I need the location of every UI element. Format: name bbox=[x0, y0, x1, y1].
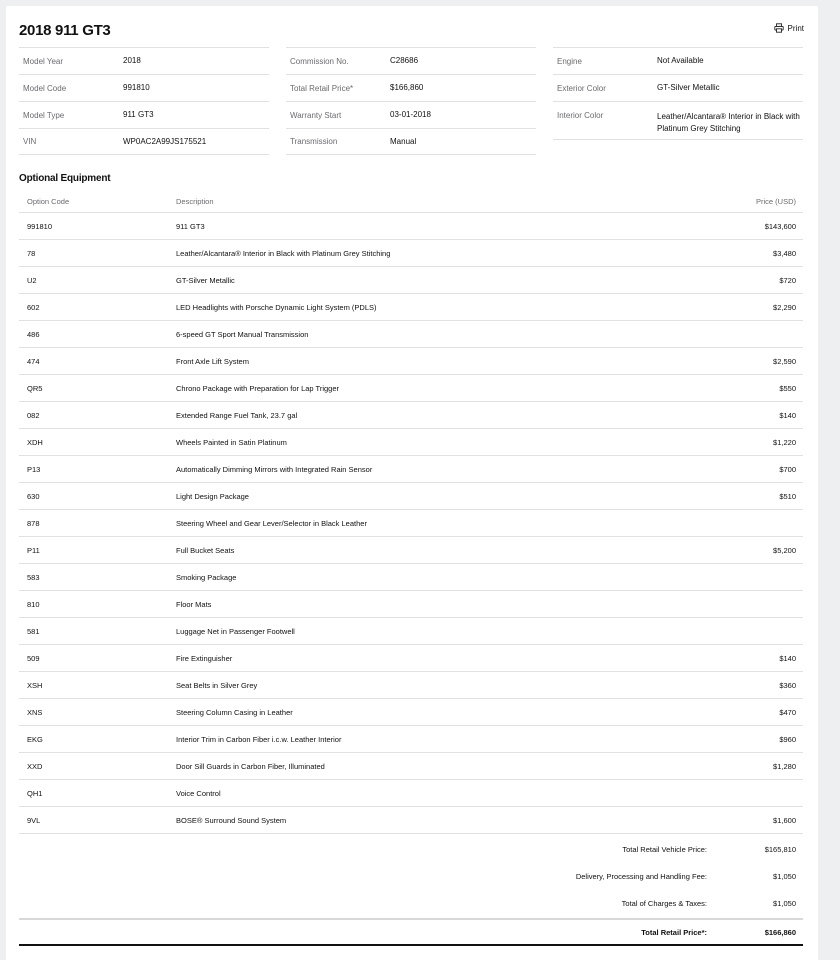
description-cell: Leather/Alcantara® Interior in Black with Platinum Grey Stitching bbox=[176, 248, 391, 258]
description-cell: Voice Control bbox=[176, 788, 221, 798]
spec-row-vin bbox=[19, 128, 269, 155]
option-code-cell: P11 bbox=[27, 545, 40, 555]
table-row bbox=[19, 537, 803, 564]
price-cell: $720 bbox=[779, 275, 796, 285]
table-row bbox=[19, 726, 803, 753]
spec-value: 911 GT3 bbox=[123, 110, 154, 119]
spec-value: $166,860 bbox=[390, 83, 424, 92]
grand-total-value: $166,860 bbox=[764, 927, 796, 937]
header-option-code: Option Code bbox=[27, 196, 70, 206]
description-cell: 6-speed GT Sport Manual Transmission bbox=[176, 329, 309, 339]
spec-label: Model Year bbox=[23, 56, 64, 66]
description-cell: Door Sill Guards in Carbon Fiber, Illuminated bbox=[176, 761, 325, 771]
total-label: Total of Charges & Taxes: bbox=[621, 899, 707, 908]
price-cell: $140 bbox=[779, 653, 796, 663]
total-value: $1,050 bbox=[773, 872, 796, 881]
spec-row-model-type bbox=[19, 101, 269, 128]
equipment-rows bbox=[19, 213, 803, 834]
table-row bbox=[19, 267, 803, 294]
total-row-delivery-fee bbox=[19, 863, 803, 890]
description-cell: Light Design Package bbox=[176, 491, 249, 501]
spec-label: Transmission bbox=[290, 137, 338, 146]
spec-label: VIN bbox=[23, 137, 37, 146]
table-row bbox=[19, 402, 803, 429]
header-description: Description bbox=[176, 196, 214, 206]
table-row bbox=[19, 510, 803, 537]
description-cell: Automatically Dimming Mirrors with Integrated Rain Sensor bbox=[176, 464, 373, 474]
price-cell: $550 bbox=[779, 383, 796, 393]
description-cell: LED Headlights with Porsche Dynamic Light System (PDLS) bbox=[176, 302, 377, 312]
spec-row-transmission bbox=[286, 128, 536, 155]
spec-value: WP0AC2A99JS175521 bbox=[123, 136, 207, 146]
table-row bbox=[19, 483, 803, 510]
option-code-cell: 630 bbox=[27, 491, 40, 501]
option-code-cell: 509 bbox=[27, 653, 40, 663]
spec-row-interior-color bbox=[553, 101, 803, 140]
description-cell: Steering Column Casing in Leather bbox=[176, 707, 293, 717]
description-cell: Luggage Net in Passenger Footwell bbox=[176, 626, 295, 636]
table-row bbox=[19, 672, 803, 699]
table-row bbox=[19, 240, 803, 267]
spec-value: 2018 bbox=[123, 56, 141, 65]
option-code-cell: XXD bbox=[27, 761, 43, 771]
description-cell: Fire Extinguisher bbox=[176, 653, 233, 663]
option-code-cell: 082 bbox=[27, 410, 40, 420]
description-cell: Extended Range Fuel Tank, 23.7 gal bbox=[176, 410, 298, 420]
description-cell: Floor Mats bbox=[176, 599, 212, 609]
table-row bbox=[19, 429, 803, 456]
table-row bbox=[19, 780, 803, 807]
option-code-cell: 474 bbox=[27, 356, 40, 366]
total-label: Total Retail Vehicle Price: bbox=[622, 845, 707, 854]
option-code-cell: 486 bbox=[27, 329, 40, 339]
option-code-cell: U2 bbox=[27, 275, 37, 285]
option-code-cell: 991810 bbox=[27, 221, 53, 231]
description-cell: GT-Silver Metallic bbox=[176, 275, 235, 285]
spec-value: Leather/Alcantara® Interior in Black with Platinum Grey Stitching bbox=[657, 112, 800, 133]
price-cell: $700 bbox=[779, 464, 796, 474]
total-value: $1,050 bbox=[773, 899, 796, 908]
spec-label: Engine bbox=[557, 56, 582, 66]
spec-label: Interior Color bbox=[557, 111, 604, 120]
table-row bbox=[19, 753, 803, 780]
price-cell: $5,200 bbox=[773, 545, 796, 555]
optional-equipment-title: Optional Equipment bbox=[19, 173, 111, 184]
price-cell: $2,590 bbox=[773, 356, 796, 366]
price-cell: $143,600 bbox=[764, 221, 796, 231]
description-cell: 911 GT3 bbox=[176, 221, 205, 231]
option-code-cell: QR5 bbox=[27, 383, 43, 393]
grand-total-row bbox=[19, 920, 803, 946]
price-cell: $960 bbox=[779, 734, 796, 744]
table-row bbox=[19, 591, 803, 618]
option-code-cell: EKG bbox=[27, 734, 43, 744]
option-code-cell: XDH bbox=[27, 437, 43, 447]
spec-label: Exterior Color bbox=[557, 83, 606, 93]
total-value: $165,810 bbox=[764, 845, 796, 854]
option-code-cell: 78 bbox=[27, 248, 36, 258]
description-cell: Full Bucket Seats bbox=[176, 545, 235, 555]
spec-value: C28686 bbox=[390, 56, 419, 65]
table-row bbox=[19, 645, 803, 672]
table-row bbox=[19, 564, 803, 591]
option-code-cell: 878 bbox=[27, 518, 40, 528]
table-row bbox=[19, 375, 803, 402]
spec-row-engine bbox=[553, 47, 803, 74]
header-price: Price (USD) bbox=[755, 196, 796, 206]
description-cell: Steering Wheel and Gear Lever/Selector in Black Leather bbox=[176, 518, 367, 528]
spec-value: GT-Silver Metallic bbox=[657, 83, 720, 92]
specs-column-1 bbox=[19, 47, 269, 155]
spec-row-model-year bbox=[19, 47, 269, 74]
spec-row-total-retail-price bbox=[286, 74, 536, 101]
spec-label: Total Retail Price* bbox=[290, 83, 354, 93]
table-row bbox=[19, 807, 803, 834]
price-cell: $1,600 bbox=[773, 815, 796, 825]
printer-icon bbox=[774, 23, 784, 33]
table-row bbox=[19, 294, 803, 321]
description-cell: Front Axle Lift System bbox=[176, 356, 249, 366]
description-cell: Chrono Package with Preparation for Lap Trigger bbox=[176, 383, 340, 393]
spec-value: 991810 bbox=[123, 83, 150, 92]
print-label: Print bbox=[787, 23, 804, 33]
table-row bbox=[19, 321, 803, 348]
total-row-charges-taxes bbox=[19, 890, 803, 917]
table-row bbox=[19, 456, 803, 483]
specs-column-2 bbox=[286, 47, 536, 155]
spec-row-exterior-color bbox=[553, 74, 803, 101]
price-cell: $360 bbox=[779, 680, 796, 690]
price-cell: $3,480 bbox=[773, 248, 796, 258]
print-button[interactable] bbox=[774, 23, 804, 33]
grand-total-label: Total Retail Price*: bbox=[641, 927, 707, 937]
spec-label: Model Code bbox=[23, 83, 67, 93]
option-code-cell: P13 bbox=[27, 464, 41, 474]
option-code-cell: 810 bbox=[27, 599, 40, 609]
spec-value: Manual bbox=[390, 136, 417, 146]
equipment-table bbox=[19, 190, 803, 834]
price-cell: $140 bbox=[779, 410, 796, 420]
table-row bbox=[19, 699, 803, 726]
description-cell: Interior Trim in Carbon Fiber i.c.w. Leather Interior bbox=[176, 734, 342, 744]
spec-label: Commission No. bbox=[290, 56, 349, 66]
description-cell: Smoking Package bbox=[176, 572, 237, 582]
spec-row-warranty-start bbox=[286, 101, 536, 128]
spec-value: Not Available bbox=[657, 56, 704, 65]
spec-label: Warranty Start bbox=[290, 110, 342, 120]
table-row bbox=[19, 348, 803, 375]
price-cell: $1,280 bbox=[773, 761, 796, 771]
option-code-cell: XNS bbox=[27, 707, 43, 717]
total-label: Delivery, Processing and Handling Fee: bbox=[575, 872, 707, 881]
table-row bbox=[19, 213, 803, 240]
option-code-cell: 9VL bbox=[27, 815, 41, 825]
description-cell: Wheels Painted in Satin Platinum bbox=[176, 437, 287, 447]
spec-label: Model Type bbox=[23, 110, 65, 120]
price-cell: $2,290 bbox=[773, 302, 796, 312]
price-cell: $470 bbox=[779, 707, 796, 717]
option-code-cell: 602 bbox=[27, 302, 40, 312]
price-cell: $1,220 bbox=[773, 437, 796, 447]
page-title: 2018 911 GT3 bbox=[19, 22, 111, 39]
spec-row-commission-no bbox=[286, 47, 536, 74]
option-code-cell: 583 bbox=[27, 572, 40, 582]
specs-column-3 bbox=[553, 47, 803, 140]
spec-value: 03-01-2018 bbox=[390, 110, 431, 119]
price-cell: $510 bbox=[779, 491, 796, 501]
total-row-vehicle-price bbox=[19, 836, 803, 863]
description-cell: BOSE® Surround Sound System bbox=[176, 815, 287, 825]
option-code-cell: XSH bbox=[27, 680, 43, 690]
description-cell: Seat Belts in Silver Grey bbox=[176, 680, 258, 690]
totals-section bbox=[19, 836, 803, 946]
option-code-cell: 581 bbox=[27, 626, 40, 636]
spec-row-model-code bbox=[19, 74, 269, 101]
equipment-table-header bbox=[19, 190, 803, 213]
table-row bbox=[19, 618, 803, 645]
window-sticker-card bbox=[6, 6, 818, 960]
option-code-cell: QH1 bbox=[27, 788, 43, 798]
